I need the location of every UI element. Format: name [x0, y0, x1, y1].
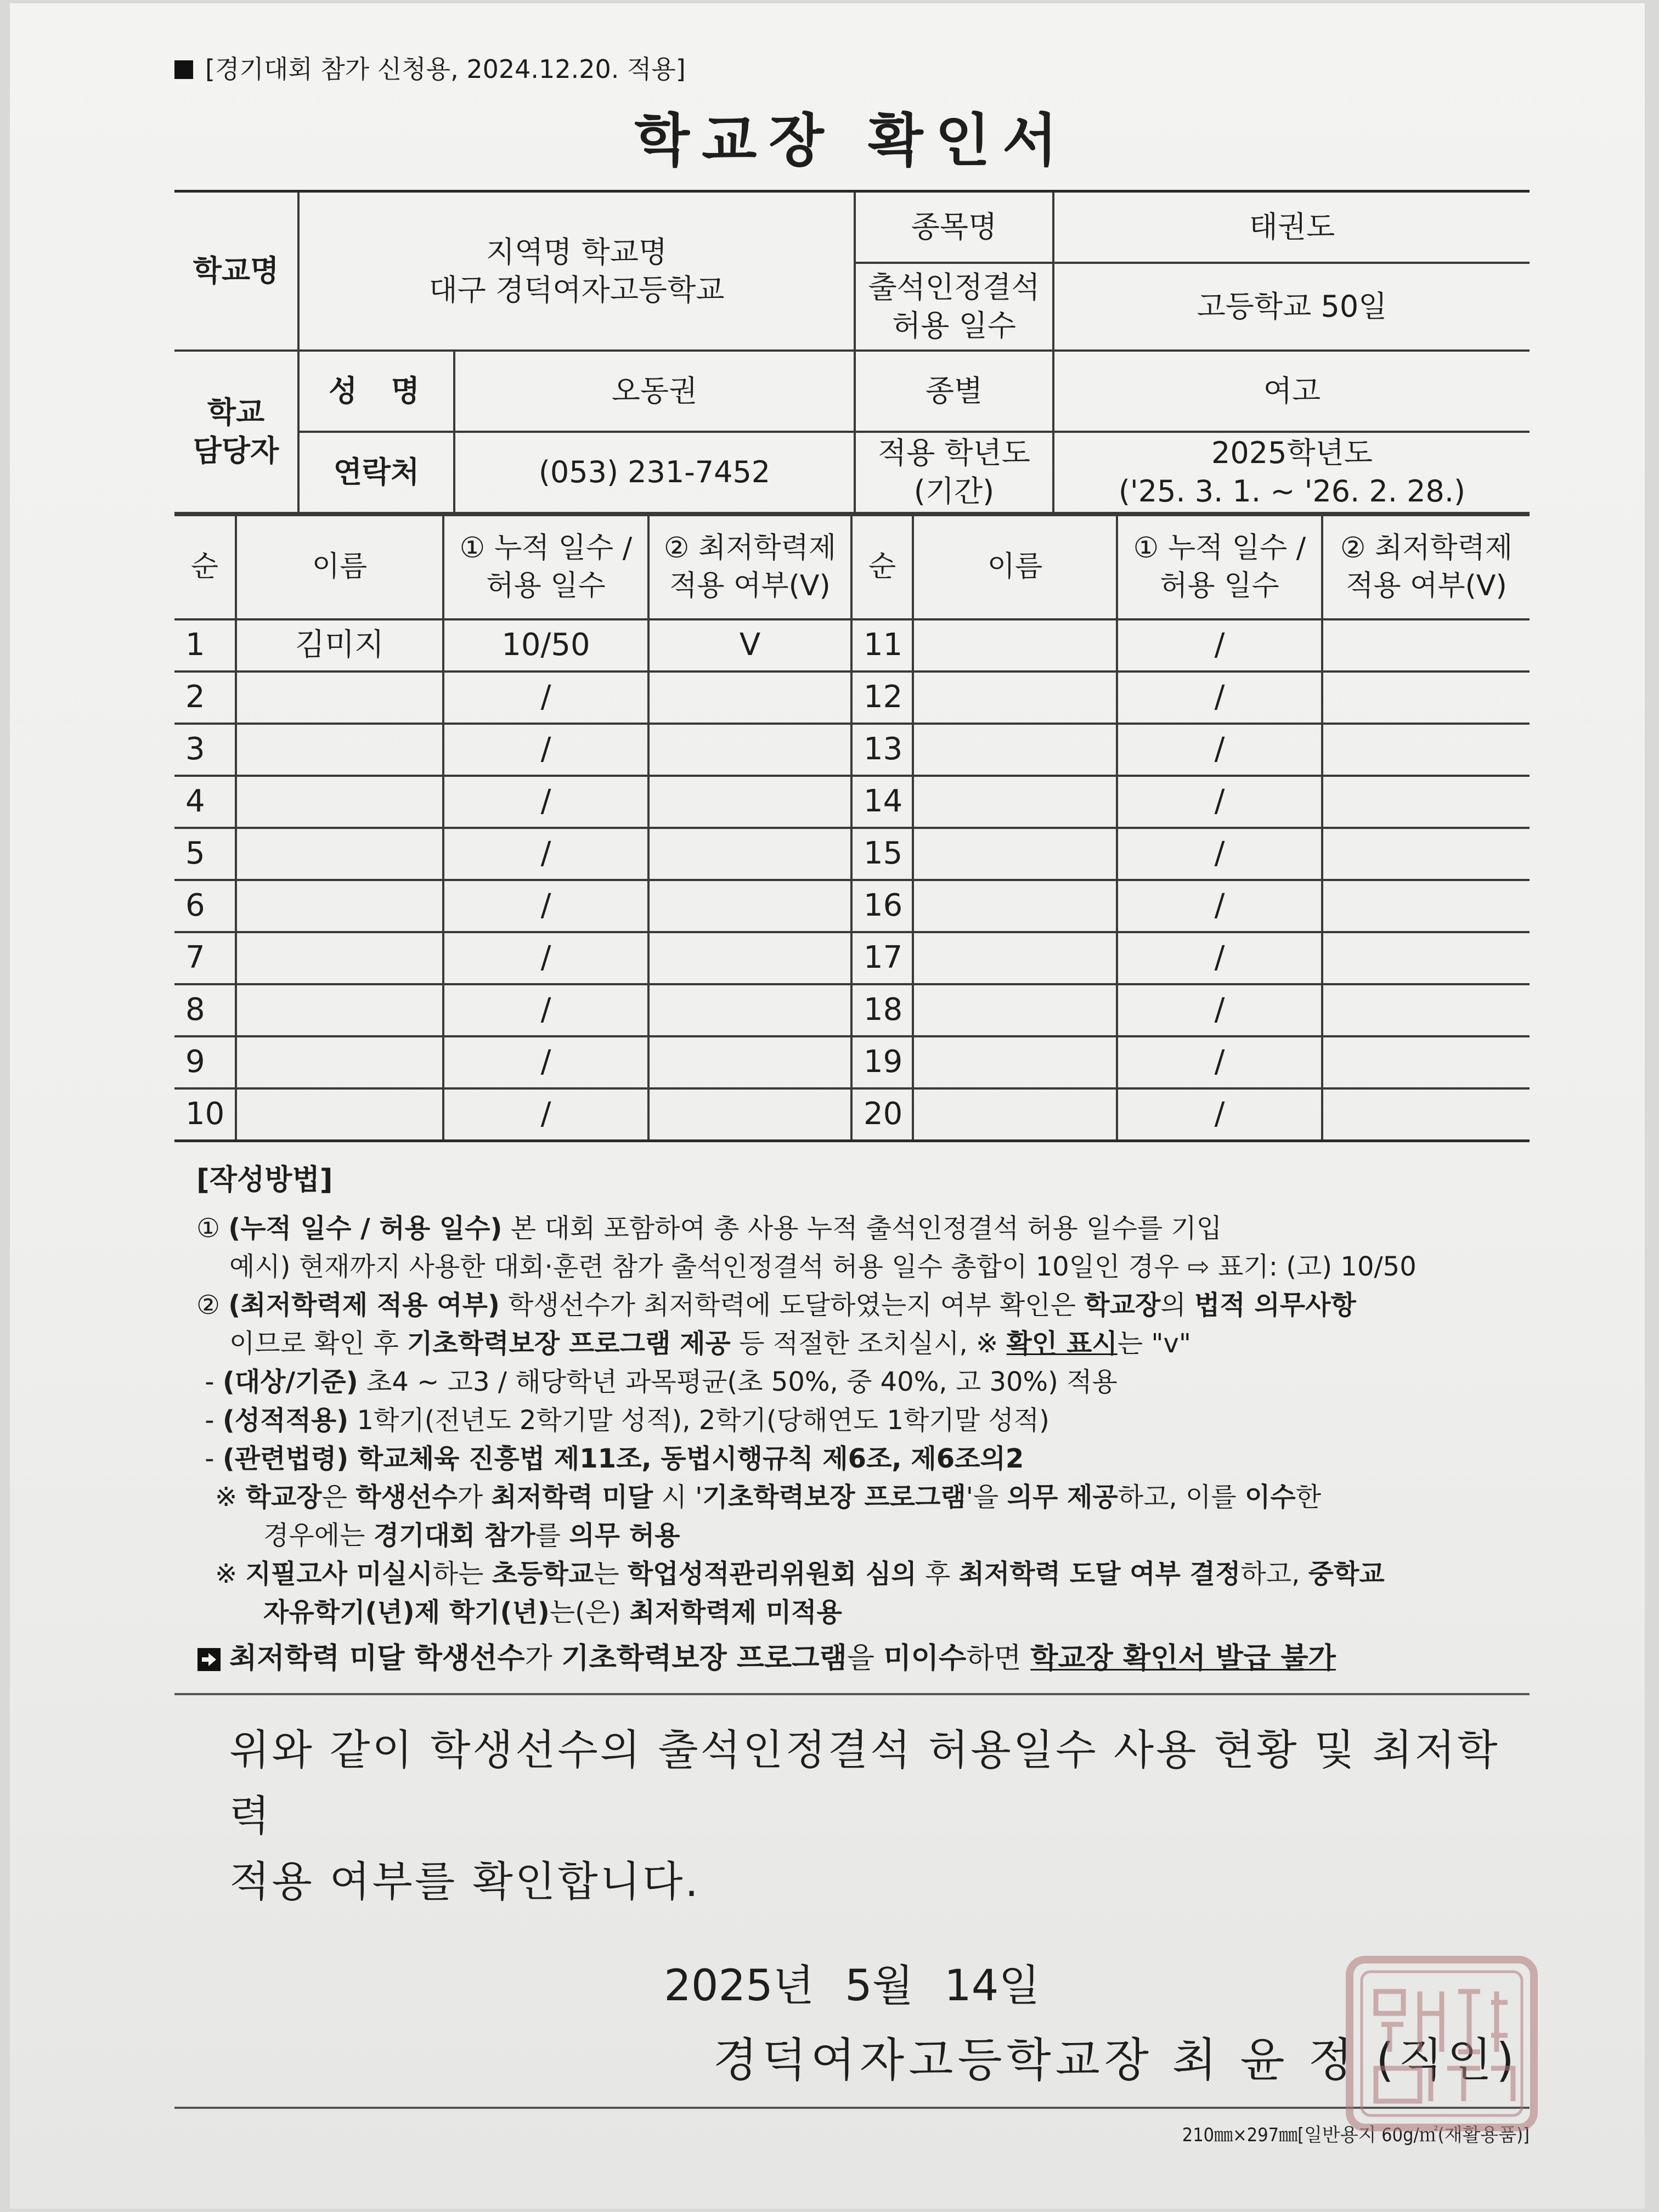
school-region-label: 지역명 학교명	[486, 234, 668, 269]
min-check-cell	[1322, 1088, 1530, 1141]
seq-header: 순	[851, 515, 913, 619]
note-1: ※ 학교장은 학생선수가 최저학력 미달 시 '기초학력보장 프로그램'을 의무 제공하고, 이를 이수한	[215, 1481, 1322, 1513]
student-name-cell	[913, 828, 1117, 880]
note1-g: 기초학력보장 프로그램	[702, 1481, 966, 1513]
note2-g: 최저학력 도달 여부 결정	[958, 1558, 1241, 1589]
note1-i: 의무 제공	[1007, 1481, 1118, 1513]
sub-item-grades: - (성적적용) 1학기(전년도 2학기말 성적), 2학기(당해연도 1학기말 성적)	[196, 1404, 1049, 1436]
student-name-cell	[236, 776, 443, 828]
arrow-box-icon	[196, 1647, 222, 1672]
days-cell: /	[1117, 828, 1322, 880]
square-bullet-icon	[174, 60, 193, 79]
circled-one-marker: ①	[196, 1212, 221, 1244]
days-cell: /	[1117, 776, 1322, 828]
days-cell: /	[443, 724, 648, 776]
date-year: 2025년	[664, 1961, 815, 2011]
name-value: 오동권	[454, 351, 855, 432]
note2-f: 후	[916, 1558, 959, 1589]
roster-header-row	[174, 515, 1530, 619]
student-name-cell	[236, 724, 443, 776]
note1-d: 가	[457, 1481, 492, 1513]
row-number: 17	[851, 932, 913, 984]
year-value	[1053, 432, 1530, 513]
note2-i: 중학교	[1308, 1558, 1385, 1589]
days-header	[1117, 515, 1322, 619]
min-header-line1: ② 최저학력제	[1340, 531, 1513, 565]
row-number: 4	[174, 776, 236, 828]
min-check-cell	[648, 776, 851, 828]
table-row	[174, 984, 1530, 1036]
top-note-text: [경기대회 참가 신청용, 2024.12.20. 적용]	[205, 54, 686, 84]
row-number: 2	[174, 672, 236, 724]
final-a: 최저학력 미달 학생선수	[229, 1641, 525, 1675]
days-header-line2: 허용 일수	[1160, 569, 1279, 602]
confirmation-statement	[174, 1695, 1530, 1915]
student-name-cell	[236, 880, 443, 932]
table-row	[174, 619, 1530, 672]
sub3-bold: (관련법령) 학교체육 진흥법 제11조, 동법시행규칙 제6조, 제6조의2	[222, 1443, 1024, 1474]
min-check-cell	[648, 724, 851, 776]
year-value-line1: 2025학년도	[1211, 436, 1373, 471]
note1-h: '을	[966, 1481, 1007, 1513]
days-cell: /	[1117, 672, 1322, 724]
year-label-line1: 적용 학년도	[878, 436, 1030, 471]
confirm-line1: 위와 같이 학생선수의 출석인정결석 허용일수 사용 현황 및 최저학력	[229, 1725, 1500, 1840]
sub2-bold: (성적적용)	[222, 1404, 349, 1436]
paper-spec: 210㎜×297㎜[일반용지 60g/㎡(재활용품)]	[1182, 2124, 1530, 2146]
min-check-cell	[1322, 672, 1530, 724]
allowance-label-line1: 출석인정결석	[868, 270, 1040, 305]
days-header-line2: 허용 일수	[486, 569, 606, 602]
days-cell: /	[1117, 619, 1322, 672]
days-header	[443, 515, 648, 619]
name-label: 성 명	[298, 351, 454, 432]
note1-c: 학생선수	[356, 1481, 458, 1513]
min-check-cell	[648, 672, 851, 724]
item2-bold-b: 학교장	[1084, 1289, 1161, 1321]
row-number: 13	[851, 724, 913, 776]
contact-label: 연락처	[298, 432, 454, 513]
student-name-cell	[236, 984, 443, 1036]
student-name-cell	[913, 672, 1117, 724]
min-header-line2: 적용 여부(V)	[1346, 569, 1507, 602]
row-number: 14	[851, 776, 913, 828]
note1-f: 시 '	[653, 1481, 703, 1513]
note1-line2-d: 의무 허용	[569, 1520, 680, 1551]
sub-item-target: - (대상/기준) 초4 ~ 고3 / 해당학년 과목평균(초 50%, 중 40%, 고 30%) 적용	[196, 1366, 1118, 1397]
document-page	[10, 3, 1645, 2209]
days-cell: /	[443, 672, 648, 724]
min-check-cell	[648, 1088, 851, 1141]
final-g: 학교장 확인서 발급 불가	[1030, 1641, 1336, 1675]
item2-line2-underlined: 확인 표시	[1006, 1328, 1118, 1359]
student-name-cell	[236, 1088, 443, 1141]
note-2: ※ 지필고사 미실시하는 초등학교는 학업성적관리위원회 심의 후 최저학력 도달 여부 결정하고, 중학교	[215, 1558, 1385, 1589]
note2-e: 학업성적관리위원회 심의	[627, 1558, 917, 1589]
min-check-cell	[648, 984, 851, 1036]
student-name-cell	[913, 776, 1117, 828]
min-header-line2: 적용 여부(V)	[669, 569, 831, 602]
category-value: 여고	[1053, 351, 1530, 432]
row-number: 7	[174, 932, 236, 984]
student-name-cell	[913, 724, 1117, 776]
row-number: 15	[851, 828, 913, 880]
sub1-text: 초4 ~ 고3 / 해당학년 과목평균(초 50%, 중 40%, 고 30%) 적용	[358, 1366, 1118, 1397]
item1-text: 본 대회 포함하여 총 사용 누적 출석인정결석 허용 일수를 기입	[502, 1212, 1222, 1244]
roster-table	[174, 514, 1530, 1142]
principal-signature	[174, 2019, 1530, 2101]
min-header	[648, 515, 851, 619]
days-cell: /	[1117, 724, 1322, 776]
min-check-cell	[648, 880, 851, 932]
manager-label-line1: 학교	[207, 395, 265, 430]
sport-value: 태권도	[1053, 191, 1530, 263]
days-cell: /	[443, 776, 648, 828]
min-check-cell	[1322, 724, 1530, 776]
instruction-item-1-example: 예시) 현재까지 사용한 대회·훈련 참가 출석인정결석 허용 일수 총합이 10일인 경우 ⇨ 표기: (고) 10/50	[229, 1251, 1417, 1282]
days-cell: /	[1117, 932, 1322, 984]
school-name-label: 학교명	[174, 191, 298, 351]
year-label	[855, 432, 1053, 513]
final-b: 가	[524, 1641, 562, 1675]
official-seal-icon	[1343, 1953, 1541, 2134]
item2-text-a: 학생선수가 최저학력에 도달하였는지 여부 확인은	[499, 1289, 1085, 1321]
min-check-cell	[1322, 932, 1530, 984]
note2-a: 지필고사 미실시	[245, 1558, 433, 1589]
document-body	[174, 42, 1530, 2147]
min-check-cell: V	[648, 619, 851, 672]
top-note	[174, 42, 1530, 97]
min-check-cell	[1322, 880, 1530, 932]
row-number: 9	[174, 1036, 236, 1088]
days-cell: /	[443, 984, 648, 1036]
min-header	[1322, 515, 1530, 619]
seq-header: 순	[174, 515, 236, 619]
issue-date	[174, 1953, 1530, 2019]
manager-label-line2: 담당자	[193, 433, 279, 468]
note2-line2-b: 는(은)	[549, 1596, 630, 1628]
date-month: 5월	[845, 1961, 914, 2011]
row-number: 8	[174, 984, 236, 1036]
note2-line2-c: 최저학력제 미적용	[629, 1596, 842, 1628]
sub1-bold: (대상/기준)	[222, 1366, 358, 1397]
days-cell: /	[443, 880, 648, 932]
student-name-cell	[913, 619, 1117, 672]
name-header: 이름	[236, 515, 443, 619]
days-cell: /	[443, 932, 648, 984]
divider	[174, 2107, 1530, 2109]
instruction-item-1	[196, 1209, 1530, 1248]
table-row	[174, 1036, 1530, 1088]
note1-line2-a: 경우에는	[263, 1520, 374, 1551]
student-name-cell	[236, 932, 443, 984]
item2-text-c: 의	[1160, 1289, 1194, 1321]
note1-line2-c: 를	[535, 1520, 569, 1551]
sub-item-laws: - (관련법령) 학교체육 진흥법 제11조, 동법시행규칙 제6조, 제6조의2	[196, 1443, 1024, 1474]
item2-line2-b: 등 적절한 조치실시, ※	[730, 1328, 1007, 1359]
student-name-cell	[913, 1088, 1117, 1141]
item2-line2-c: 는 "v"	[1117, 1328, 1191, 1359]
note1-a: 학교장	[245, 1481, 322, 1513]
note1-line2-b: 경기대회 참가	[373, 1520, 535, 1551]
instructions-heading: [작성방법]	[196, 1163, 333, 1197]
name-header: 이름	[913, 515, 1117, 619]
signature-text: 경덕여자고등학교장 최 윤 정 (직인)	[713, 2033, 1519, 2087]
date-day: 14일	[944, 1961, 1040, 2011]
note1-e: 최저학력 미달	[491, 1481, 653, 1513]
note-1-line2	[196, 1516, 1530, 1555]
note2-h: 하고,	[1240, 1558, 1308, 1589]
min-check-cell	[1322, 984, 1530, 1036]
min-check-cell	[1322, 1036, 1530, 1088]
category-label: 종별	[855, 351, 1053, 432]
final-c: 기초학력보장 프로그램	[561, 1641, 847, 1675]
min-check-cell	[1322, 828, 1530, 880]
student-name-cell	[913, 1036, 1117, 1088]
row-number: 3	[174, 724, 236, 776]
final-e: 미이수	[883, 1641, 967, 1675]
sub2-text: 1학기(전년도 2학기말 성적), 2학기(당해연도 1학기말 성적)	[348, 1404, 1049, 1436]
note2-c: 초등학교	[492, 1558, 594, 1589]
row-number: 20	[851, 1088, 913, 1141]
instructions-section	[174, 1142, 1530, 1678]
instruction-item-2-line2	[196, 1324, 1530, 1363]
row-number: 1	[174, 619, 236, 672]
days-cell: /	[443, 828, 648, 880]
row-number: 5	[174, 828, 236, 880]
note-2-line2	[196, 1593, 1530, 1632]
table-row	[174, 1088, 1530, 1141]
days-cell: /	[1117, 1088, 1322, 1141]
min-check-cell	[1322, 776, 1530, 828]
item2-line2-a: 이므로 확인 후	[229, 1328, 407, 1359]
days-cell: /	[1117, 1036, 1322, 1088]
instruction-item-2	[196, 1286, 1530, 1324]
final-note	[196, 1639, 1530, 1678]
table-row	[174, 932, 1530, 984]
note1-b: 은	[321, 1481, 356, 1513]
row-number: 10	[174, 1088, 236, 1141]
table-row	[174, 828, 1530, 880]
note2-d: 는	[594, 1558, 628, 1589]
student-name-cell	[913, 932, 1117, 984]
days-cell: /	[1117, 880, 1322, 932]
allowance-label	[855, 263, 1053, 351]
allowance-label-line2: 허용 일수	[892, 308, 1016, 343]
student-name-cell	[236, 1036, 443, 1088]
circled-two-marker: ②	[196, 1289, 221, 1321]
item2-bold: (최저학력제 적용 여부)	[228, 1289, 500, 1321]
row-number: 6	[174, 880, 236, 932]
table-row	[174, 776, 1530, 828]
row-number: 16	[851, 880, 913, 932]
table-row	[174, 724, 1530, 776]
days-cell: 10/50	[443, 619, 648, 672]
days-cell: /	[443, 1036, 648, 1088]
min-check-cell	[648, 828, 851, 880]
year-value-line2: ('25. 3. 1. ~ '26. 2. 28.)	[1118, 473, 1466, 509]
manager-label	[174, 351, 298, 513]
item2-bold-d: 법적 의무사항	[1194, 1289, 1356, 1321]
row-number: 12	[851, 672, 913, 724]
row-number: 19	[851, 1036, 913, 1088]
item2-line2-bold: 기초학력보장 프로그램 제공	[407, 1328, 731, 1359]
contact-value: (053) 231-7452	[454, 432, 855, 513]
student-name-cell	[913, 880, 1117, 932]
student-name-cell: 김미지	[236, 619, 443, 672]
table-row	[174, 672, 1530, 724]
min-check-cell	[648, 1036, 851, 1088]
student-name-cell	[236, 828, 443, 880]
min-check-cell	[648, 932, 851, 984]
note2-b: 하는	[432, 1558, 492, 1589]
sport-label: 종목명	[855, 191, 1053, 263]
table-row	[174, 880, 1530, 932]
min-check-cell	[1322, 619, 1530, 672]
row-number: 11	[851, 619, 913, 672]
note1-l: 한	[1295, 1481, 1322, 1513]
days-cell: /	[443, 1088, 648, 1141]
days-header-line1: ① 누적 일수 /	[459, 531, 633, 565]
days-header-line1: ① 누적 일수 /	[1133, 531, 1306, 565]
note1-j: 하고, 이를	[1118, 1481, 1245, 1513]
school-name-value: 대구 경덕여자고등학교	[428, 272, 725, 307]
confirm-line2: 적용 여부를 확인합니다.	[229, 1857, 701, 1906]
student-name-cell	[913, 984, 1117, 1036]
student-name-cell	[236, 672, 443, 724]
year-label-line2: (기간)	[913, 473, 995, 509]
info-table	[174, 190, 1530, 514]
min-header-line1: ② 최저학력제	[663, 531, 837, 565]
document-title: 학교장 확인서	[634, 107, 1070, 174]
note1-k: 이수	[1245, 1481, 1296, 1513]
days-cell: /	[1117, 984, 1322, 1036]
school-name-cell	[298, 191, 855, 351]
note2-line2-a: 자유학기(년)제 학기(년)	[263, 1596, 550, 1628]
final-f: 하면	[966, 1641, 1031, 1675]
final-d: 을	[847, 1641, 884, 1675]
row-number: 18	[851, 984, 913, 1036]
allowance-value: 고등학교 50일	[1053, 263, 1530, 351]
item1-bold: (누적 일수 / 허용 일수)	[228, 1212, 503, 1244]
